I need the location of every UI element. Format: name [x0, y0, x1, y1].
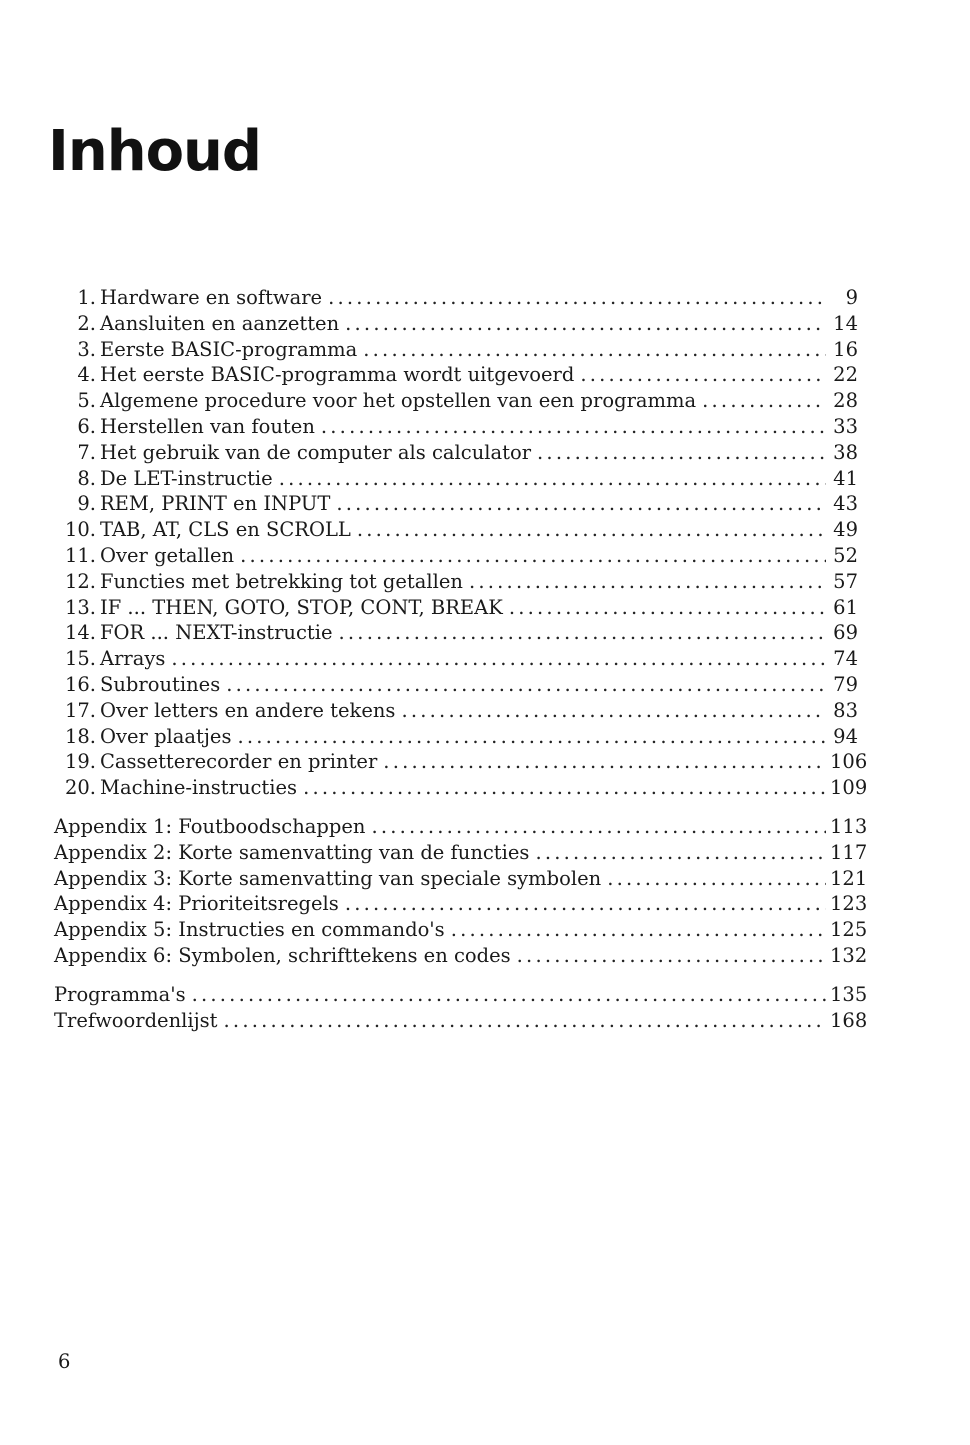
toc-entry-label: Functies met betrekking tot getallen: [100, 569, 463, 593]
toc-entry: [52, 362, 858, 388]
toc-entry-page: 14: [833, 311, 858, 335]
toc-entry-label: Appendix 6: Symbolen, schrifttekens en codes: [54, 943, 511, 967]
toc-entry: [52, 917, 868, 943]
toc-entry: [52, 775, 868, 801]
toc-entry-number: 9.: [77, 492, 96, 516]
toc-entry-page: 43: [833, 492, 858, 516]
page-number: 6: [58, 1350, 71, 1373]
toc-entry-number: 11.: [64, 543, 96, 567]
toc-entry: [52, 672, 858, 698]
extra-list: [52, 982, 868, 1034]
dot-leader: [537, 440, 826, 466]
toc-entry-number: 17.: [64, 698, 96, 722]
dot-leader: [535, 840, 826, 866]
toc-entry: [52, 1008, 868, 1034]
dot-leader: [469, 569, 826, 595]
toc-entry-page: 125: [830, 918, 868, 942]
toc-entry: [52, 569, 858, 595]
dot-leader: [401, 698, 826, 724]
toc-entry-page: 69: [833, 621, 858, 645]
toc-entry: [52, 982, 868, 1008]
dot-leader: [328, 285, 826, 311]
toc-entry-page: 57: [833, 569, 858, 593]
toc-entry-label: TAB, AT, CLS en SCROLL: [100, 518, 351, 542]
dot-leader: [345, 891, 826, 917]
toc-entry-number: 2.: [77, 311, 96, 335]
toc-entry-page: 121: [830, 866, 868, 890]
toc-entry-label: Algemene procedure voor het opstellen van een programma: [100, 389, 697, 413]
toc-entry-number: 13.: [64, 595, 96, 619]
toc-entry-label: Subroutines: [100, 672, 221, 696]
toc-entry: [52, 517, 858, 543]
toc-entry-page: 123: [830, 892, 868, 916]
toc-entry-page: 106: [830, 750, 868, 774]
toc-entry-label: IF ... THEN, GOTO, STOP, CONT, BREAK: [100, 595, 503, 619]
toc-entry-page: 22: [833, 363, 858, 387]
toc-entry-page: 168: [830, 1008, 868, 1032]
toc-entry: [52, 388, 858, 414]
toc-entry-page: 79: [833, 672, 858, 696]
toc-entry: [52, 491, 858, 517]
dot-leader: [509, 595, 826, 621]
toc-entry-page: 16: [833, 337, 858, 361]
toc-entry-number: 14.: [64, 621, 96, 645]
toc-entry-page: 38: [833, 440, 858, 464]
toc-entry-label: Het eerste BASIC-programma wordt uitgevoerd: [100, 363, 575, 387]
toc-entry-page: 49: [833, 518, 858, 542]
toc-entry-number: 4.: [77, 363, 96, 387]
toc-entry: [52, 285, 858, 311]
page-title: Inhoud: [48, 119, 261, 184]
toc-entry-label: Over letters en andere tekens: [100, 698, 396, 722]
toc-entry-page: 61: [833, 595, 858, 619]
toc-entry-number: 10.: [64, 518, 96, 542]
toc-entry: [52, 440, 858, 466]
toc-entry: [52, 337, 858, 363]
dot-leader: [224, 1008, 826, 1034]
toc-entry-page: 113: [830, 815, 868, 838]
toc-entry-number: 8.: [77, 466, 96, 490]
toc-entry-label: Programma's: [54, 983, 186, 1006]
toc-entry-label: Cassetterecorder en printer: [100, 750, 378, 774]
toc-entry-number: 20.: [64, 776, 96, 800]
toc-entry-label: Appendix 3: Korte samenvatting van speciale symbolen: [54, 866, 602, 890]
dot-leader: [237, 724, 826, 750]
dot-leader: [357, 517, 826, 543]
dot-leader: [240, 543, 826, 569]
toc-entry-label: De LET-instructie: [100, 466, 273, 490]
toc-entry: [52, 840, 868, 866]
dot-leader: [517, 943, 826, 969]
toc-entry-label: Arrays: [100, 647, 166, 671]
dot-leader: [339, 620, 826, 646]
dot-leader: [279, 466, 826, 492]
toc-entry-number: 16.: [64, 672, 96, 696]
toc-entry-label: Eerste BASIC-programma: [100, 337, 358, 361]
toc-entry-number: 18.: [64, 724, 96, 748]
toc-entry: [52, 646, 858, 672]
toc-entry: [52, 814, 868, 840]
toc-entry-page: 94: [833, 724, 858, 748]
toc-entry-number: 5.: [77, 389, 96, 413]
appendix-list: [52, 814, 868, 969]
dot-leader: [336, 491, 826, 517]
toc-entry-page: 135: [830, 983, 868, 1006]
toc-entry-label: Trefwoordenlijst: [54, 1008, 218, 1032]
toc-entry: [52, 311, 858, 337]
toc-entry-page: 28: [833, 389, 858, 413]
toc-entry-number: 1.: [77, 286, 96, 309]
toc-entry-page: 109: [830, 776, 868, 800]
dot-leader: [226, 672, 826, 698]
toc-entry-label: FOR ... NEXT-instructie: [100, 621, 333, 645]
dot-leader: [321, 414, 826, 440]
dot-leader: [171, 646, 826, 672]
dot-leader: [303, 775, 826, 801]
toc-entry: [52, 414, 858, 440]
toc-entry: [52, 724, 858, 750]
toc-entry: [52, 620, 858, 646]
dot-leader: [192, 982, 826, 1008]
toc-entry-page: 9: [845, 286, 858, 309]
toc-entry: [52, 698, 858, 724]
toc-entry-number: 6.: [77, 414, 96, 438]
toc-entry: [52, 891, 868, 917]
toc-entry: [52, 943, 868, 969]
dot-leader: [383, 749, 826, 775]
chapter-list: [52, 285, 868, 801]
toc-entry-page: 132: [830, 943, 868, 967]
dot-leader: [363, 337, 826, 363]
dot-leader: [580, 362, 826, 388]
toc-entry-number: 12.: [64, 569, 96, 593]
dot-leader: [345, 311, 826, 337]
toc-entry: [52, 595, 858, 621]
dot-leader: [702, 388, 826, 414]
toc-entry-label: Over getallen: [100, 543, 235, 567]
toc-entry: [52, 466, 858, 492]
dot-leader: [451, 917, 826, 943]
toc-entry-page: 52: [833, 543, 858, 567]
toc-entry-page: 33: [833, 414, 858, 438]
toc-entry: [52, 866, 868, 892]
toc-entry-label: Hardware en software: [100, 286, 323, 309]
toc-entry-page: 74: [833, 647, 858, 671]
toc-entry-number: 19.: [64, 750, 96, 774]
toc-entry-label: Het gebruik van de computer als calculator: [100, 440, 532, 464]
toc-entry-label: REM, PRINT en INPUT: [100, 492, 331, 516]
toc-entry-number: 15.: [64, 647, 96, 671]
toc-entry-label: Appendix 4: Prioriteitsregels: [54, 892, 339, 916]
dot-leader: [371, 814, 826, 840]
toc-entry-label: Appendix 2: Korte samenvatting van de functies: [54, 840, 530, 864]
toc-entry-label: Appendix 1: Foutboodschappen: [54, 815, 366, 838]
toc-entry-page: 117: [830, 840, 868, 864]
dot-leader: [607, 866, 826, 892]
toc-entry-label: Aansluiten en aanzetten: [100, 311, 340, 335]
toc-entry: [52, 749, 868, 775]
toc-entry-number: 3.: [77, 337, 96, 361]
toc-entry-label: Machine-instructies: [100, 776, 298, 800]
toc-entry: [52, 543, 858, 569]
toc-entry-label: Herstellen van fouten: [100, 414, 315, 438]
toc-entry-page: 83: [833, 698, 858, 722]
toc-entry-page: 41: [833, 466, 858, 490]
toc-entry-number: 7.: [77, 440, 96, 464]
toc-entry-label: Over plaatjes: [100, 724, 232, 748]
toc-entry-label: Appendix 5: Instructies en commando's: [54, 918, 445, 942]
